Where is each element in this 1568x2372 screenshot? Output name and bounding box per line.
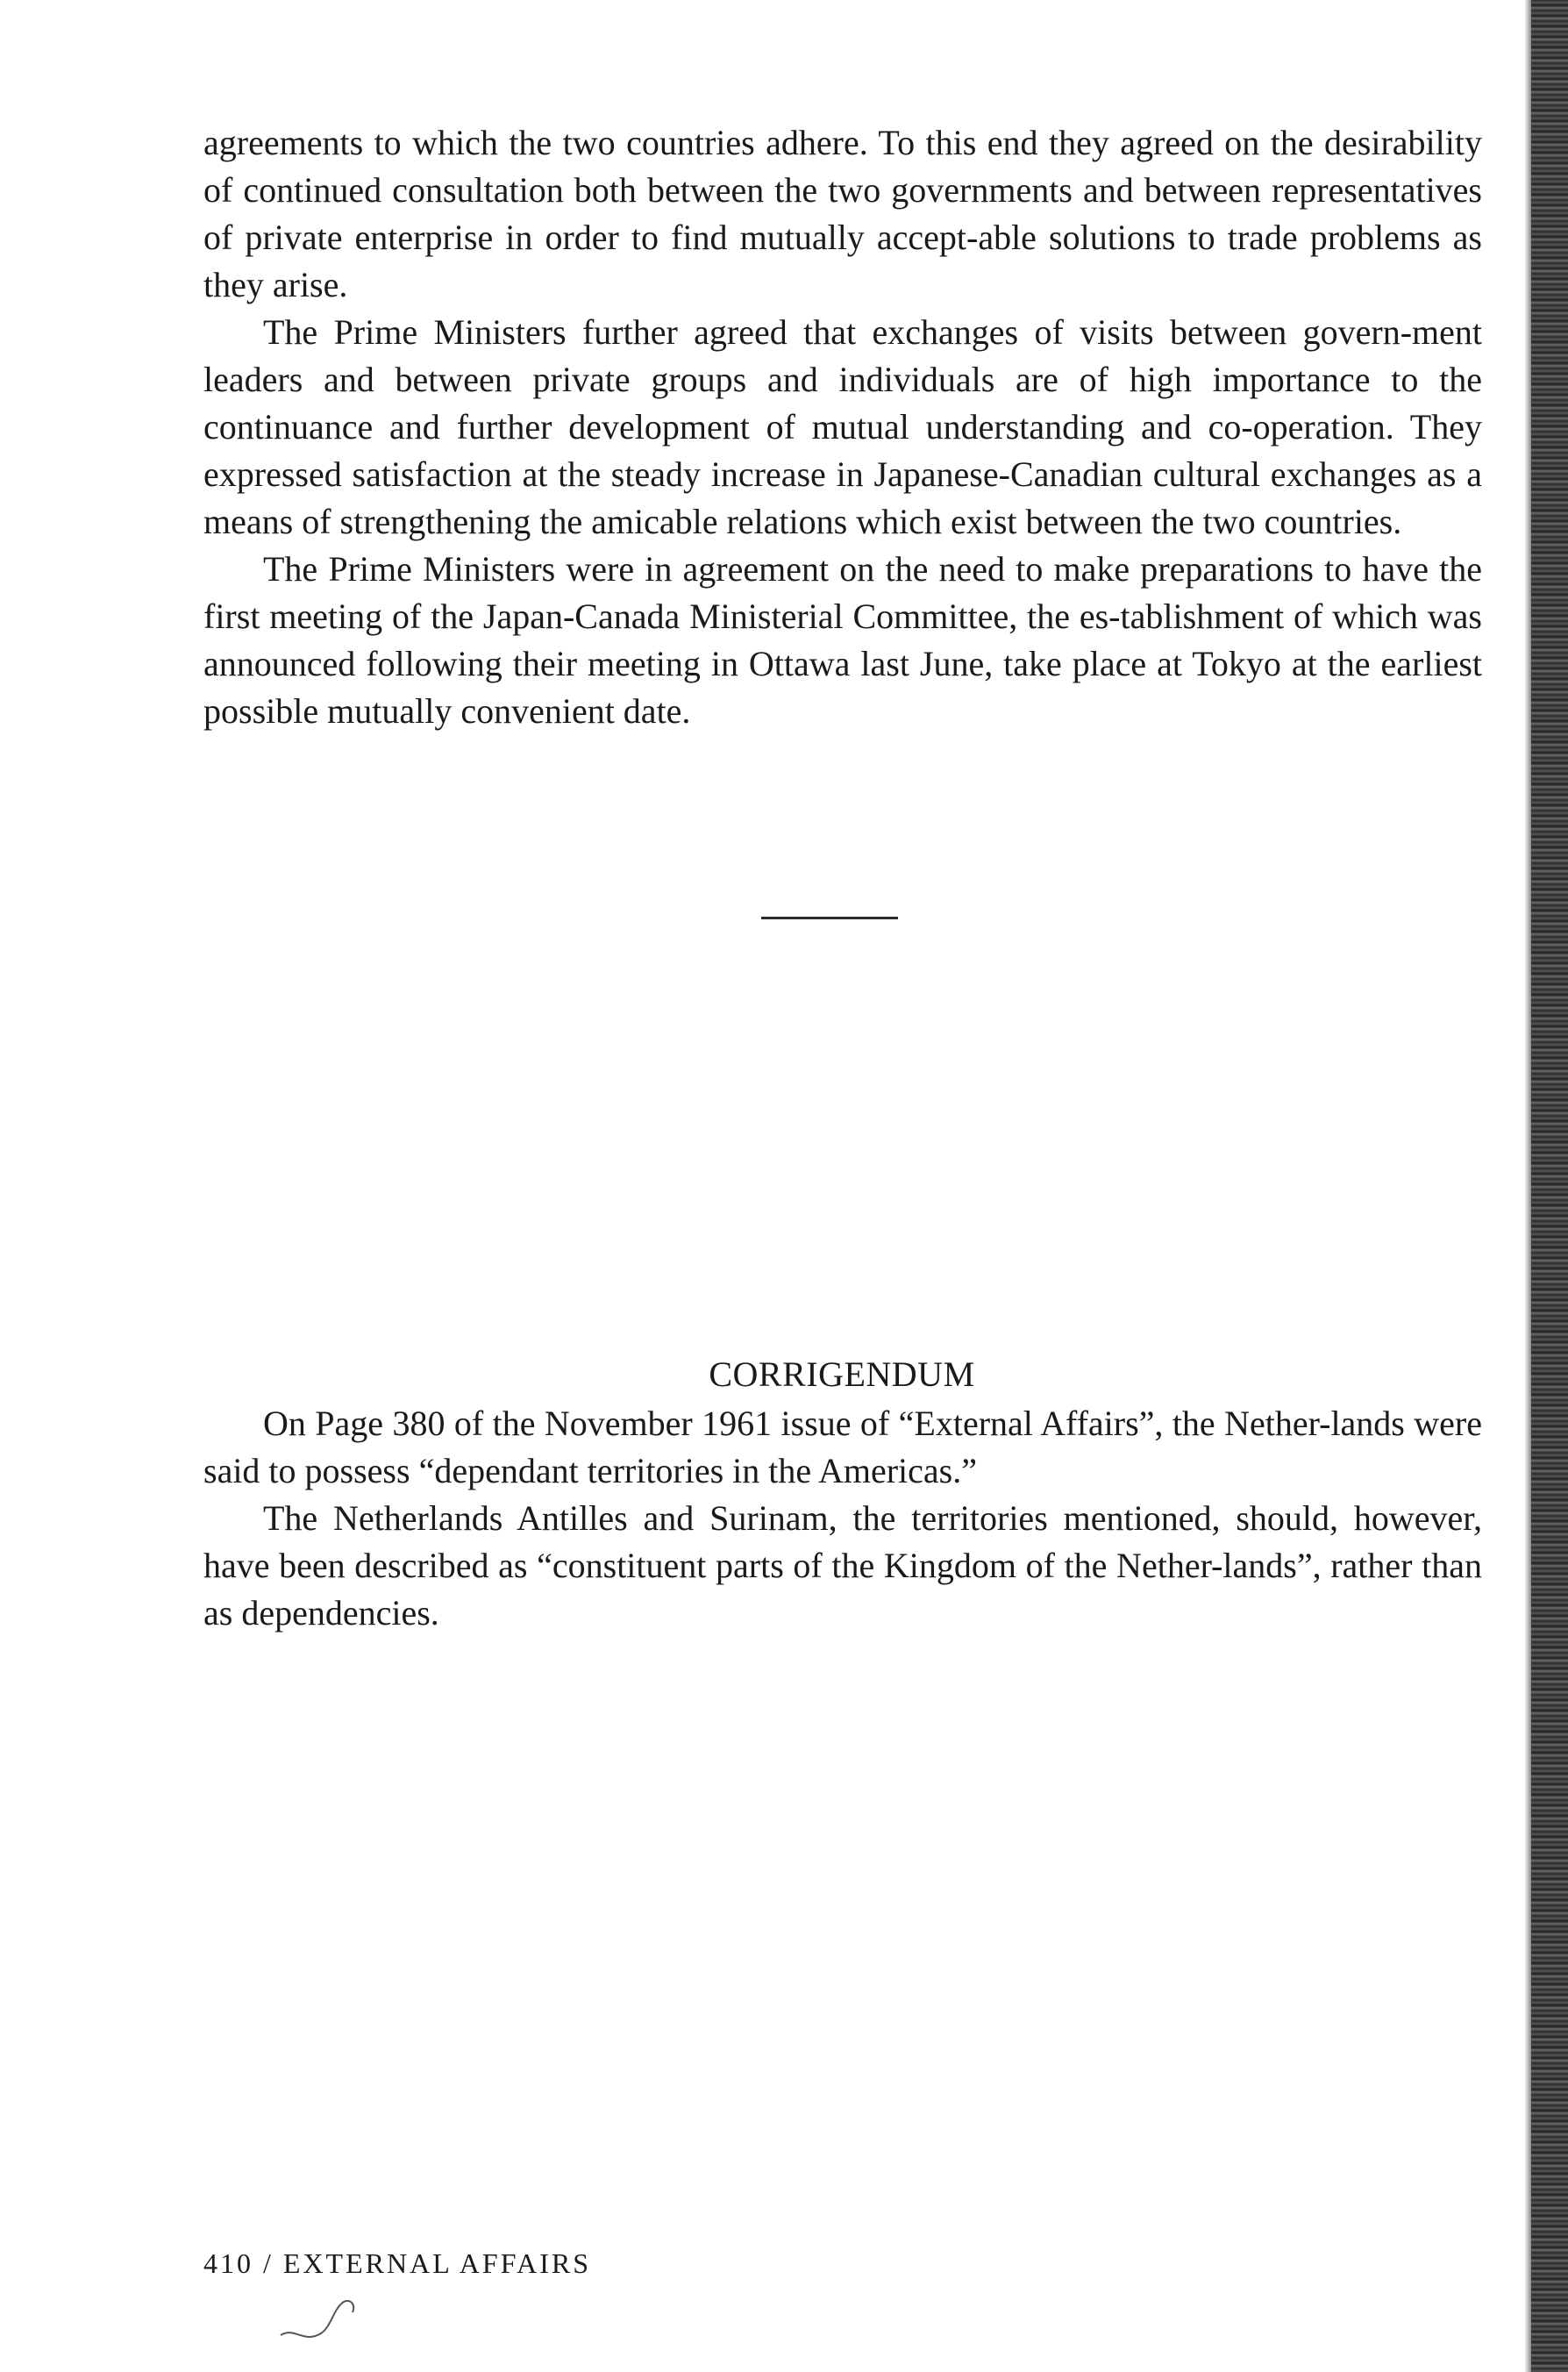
page-number: 410 [203,2247,253,2279]
corrigendum-paragraph-1: On Page 380 of the November 1961 issue of “External Affairs”, the Nether-lands were said to possess “dependant territories in the Americas.” [203,1404,1482,1490]
footer-separator: / [263,2247,274,2279]
paragraph-ministerial-committee: The Prime Ministers were in agreement on the need to make preparations to have the first meeting of the Japan-Canada Ministerial Committee, the es-tablishment of which was announced following their meeting in Ottawa last June, take place at Tokyo at the earliest possible mutually convenient date. [203,549,1482,731]
corrigendum-heading: CORRIGENDUM [709,1354,975,1394]
paragraph-exchanges: The Prime Ministers further agreed that exchanges of visits between govern-ment leaders and between private groups and individuals are of high importance to the continuance and further development of mutual understanding and co-operation. They expressed satisfaction at the steady increase in Japanese-Canadian cultural exchanges as a means of strengthening the amicable relations which exist between the two countries. [203,312,1482,541]
corrigendum-paragraph-2: The Netherlands Antilles and Surinam, the territories mentioned, should, however, have been described as “constituent parts of the Kingdom of the Nether-lands”, rather than as dependencies. [203,1498,1482,1633]
scan-edge-binding [1531,0,1568,2372]
pencil-mark-icon [277,2291,374,2353]
publication-name: EXTERNAL AFFAIRS [282,2247,592,2279]
paragraph-continuation: agreements to which the two countries adhere. To this end they agreed on the desirability of continued consultation both between the two governments and between representatives of private enterprise in order to find mutually accept-able solutions to trade problems as they arise. [203,123,1482,304]
article-body [203,119,1482,735]
corrigendum-body [203,1400,1482,1637]
page-footer [203,2246,591,2281]
section-divider [761,917,898,919]
